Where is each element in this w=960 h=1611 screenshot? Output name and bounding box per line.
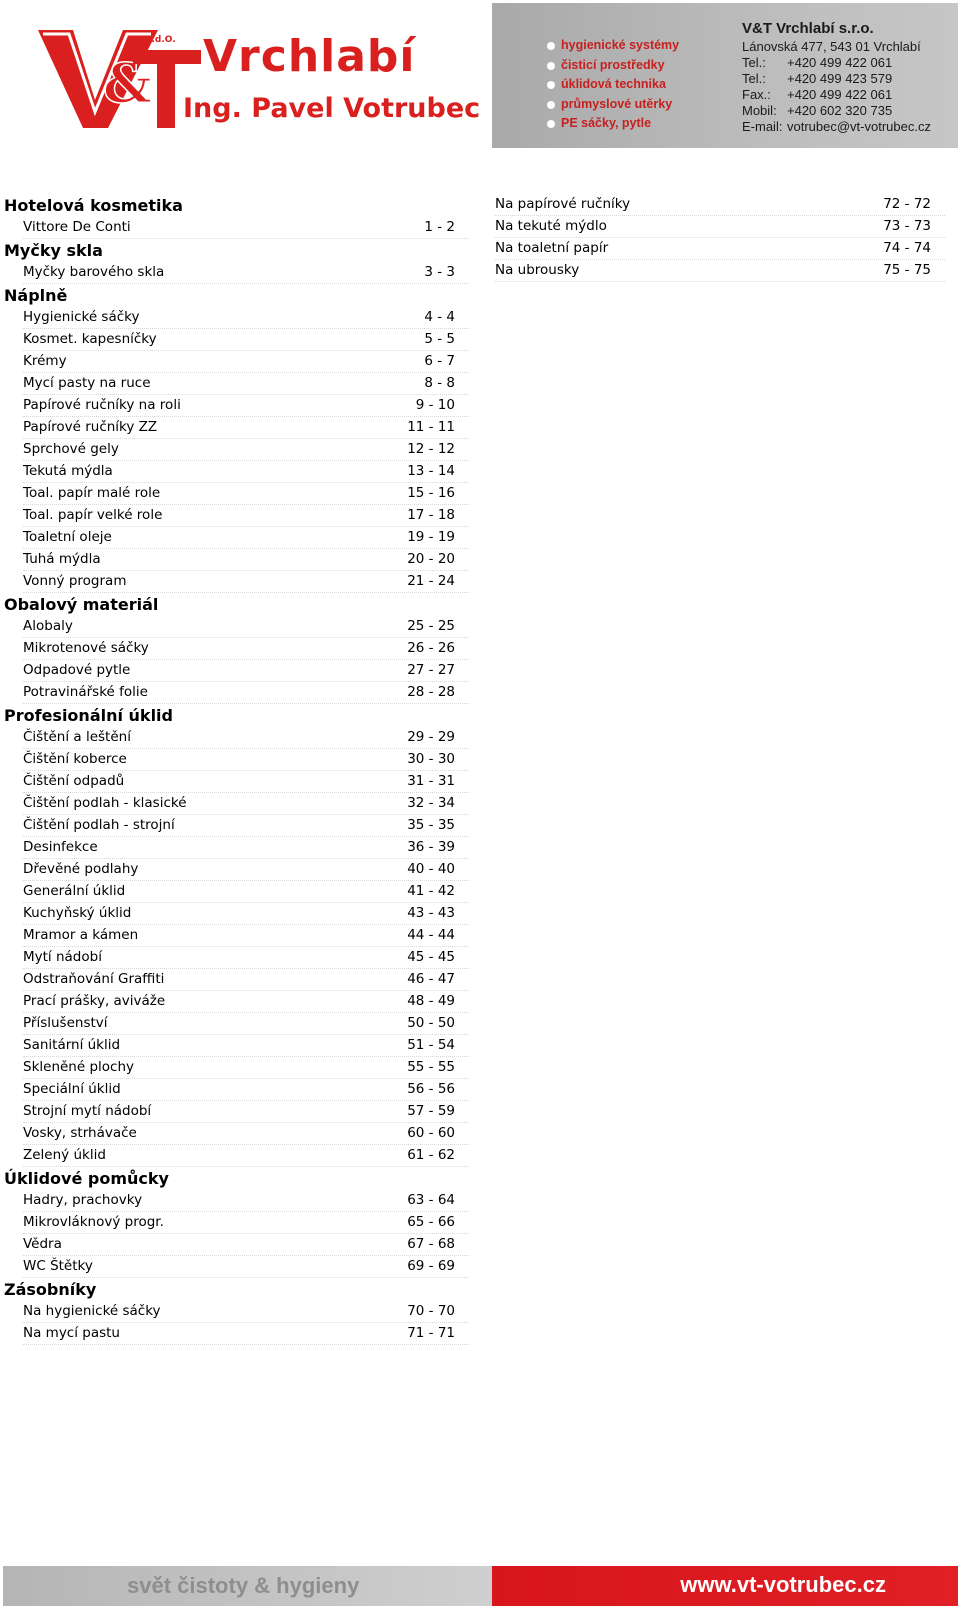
- service-item: průmyslové utěrky: [547, 95, 679, 115]
- entry-page-range: 61 - 62: [407, 1147, 455, 1163]
- entry-name: Toal. papír malé role: [23, 485, 161, 501]
- entry-page-range: 40 - 40: [407, 861, 455, 877]
- entry-name: Sprchové gely: [23, 441, 119, 457]
- entry-name: Na mycí pastu: [23, 1325, 120, 1341]
- entry-page-range: 6 - 7: [424, 353, 455, 369]
- entry-name: Tuhá mýdla: [23, 551, 101, 567]
- contact-row: Fax.: +420 499 422 061: [742, 87, 893, 102]
- entry-page-range: 13 - 14: [407, 463, 455, 479]
- index-entry[interactable]: [23, 727, 469, 749]
- entry-page-range: 20 - 20: [407, 551, 455, 567]
- company-name: V&T Vrchlabí s.r.o.: [742, 20, 874, 37]
- entry-name: Toal. papír velké role: [23, 507, 163, 523]
- index-entry[interactable]: [495, 194, 945, 216]
- entry-name: Prací prášky, aviváže: [23, 993, 166, 1009]
- entry-page-range: 4 - 4: [424, 309, 455, 325]
- entry-page-range: 43 - 43: [407, 905, 455, 921]
- entry-name: Tekutá mýdla: [23, 463, 113, 479]
- entry-name: Na tekuté mýdlo: [495, 218, 607, 234]
- index-entry[interactable]: [495, 238, 945, 260]
- index-entry[interactable]: [23, 969, 469, 991]
- entry-name: Čištění a leštění: [23, 729, 131, 745]
- entry-page-range: 55 - 55: [407, 1059, 455, 1075]
- category-heading: Hotelová kosmetika: [4, 196, 183, 215]
- entry-name: Krémy: [23, 353, 67, 369]
- entry-name: Skleněné plochy: [23, 1059, 135, 1075]
- entry-page-range: 8 - 8: [424, 375, 455, 391]
- entry-name: Mikrotenové sáčky: [23, 640, 149, 656]
- entry-page-range: 11 - 11: [407, 419, 455, 435]
- entry-name: Zelený úklid: [23, 1147, 106, 1163]
- entry-page-range: 60 - 60: [407, 1125, 455, 1141]
- entry-page-range: 45 - 45: [407, 949, 455, 965]
- index-entry[interactable]: [23, 439, 469, 461]
- bullet-icon: [547, 81, 555, 89]
- category-heading: Náplně: [4, 286, 68, 305]
- category-heading: Myčky skla: [4, 241, 103, 260]
- index-column-right: [495, 194, 945, 282]
- bullet-icon: [547, 101, 555, 109]
- index-entry[interactable]: [23, 837, 469, 859]
- index-entry[interactable]: [495, 260, 945, 282]
- entry-page-range: 27 - 27: [407, 662, 455, 678]
- entry-page-range: 28 - 28: [407, 684, 455, 700]
- entry-name: Toaletní oleje: [23, 529, 112, 545]
- index-entry[interactable]: [23, 373, 469, 395]
- index-entry[interactable]: [23, 1145, 469, 1167]
- service-item: úklidová technika: [547, 75, 679, 95]
- service-item: čisticí prostředky: [547, 56, 679, 76]
- entry-page-range: 29 - 29: [407, 729, 455, 745]
- entry-page-range: 74 - 74: [883, 240, 931, 256]
- entry-name: Na toaletní papír: [495, 240, 609, 256]
- entry-name: Mycí pasty na ruce: [23, 375, 151, 391]
- entry-page-range: 69 - 69: [407, 1258, 455, 1274]
- index-entry[interactable]: [23, 1123, 469, 1145]
- entry-page-range: 30 - 30: [407, 751, 455, 767]
- entry-page-range: 9 - 10: [415, 397, 455, 413]
- entry-name: Na papírové ručníky: [495, 196, 631, 212]
- entry-page-range: 50 - 50: [407, 1015, 455, 1031]
- index-entry[interactable]: [23, 991, 469, 1013]
- entry-name: Dřevěné podlahy: [23, 861, 139, 877]
- contact-row: Tel.: +420 499 423 579: [742, 71, 893, 86]
- index-entry[interactable]: [23, 549, 469, 571]
- entry-page-range: 1 - 2: [424, 219, 455, 235]
- logo-small-text: S.d.O.: [145, 35, 176, 45]
- entry-page-range: 51 - 54: [407, 1037, 455, 1053]
- entry-page-range: 15 - 16: [407, 485, 455, 501]
- footer-slogan: svět čistoty & hygieny: [127, 1573, 360, 1598]
- entry-page-range: 31 - 31: [407, 773, 455, 789]
- entry-page-range: 71 - 71: [407, 1325, 455, 1341]
- index-entry[interactable]: [23, 1101, 469, 1123]
- index-entry[interactable]: [23, 1256, 469, 1278]
- entry-name: Vittore De Conti: [23, 219, 131, 235]
- index-entry[interactable]: [23, 638, 469, 660]
- entry-page-range: 73 - 73: [883, 218, 931, 234]
- bullet-icon: [547, 120, 555, 128]
- entry-name: Papírové ručníky ZZ: [23, 419, 158, 435]
- index-entry[interactable]: [23, 395, 469, 417]
- entry-name: Myčky barového skla: [23, 264, 165, 280]
- index-entry[interactable]: [23, 461, 469, 483]
- entry-page-range: 26 - 26: [407, 640, 455, 656]
- entry-name: Papírové ručníky na roli: [23, 397, 181, 413]
- email-link[interactable]: votrubec@vt-votrubec.cz: [787, 119, 931, 134]
- entry-name: Vonný program: [23, 573, 127, 589]
- index-entry[interactable]: [23, 749, 469, 771]
- contact-row: Tel.: +420 499 422 061: [742, 55, 893, 70]
- index-entry[interactable]: [23, 1013, 469, 1035]
- entry-page-range: 41 - 42: [407, 883, 455, 899]
- index-entry[interactable]: [23, 307, 469, 329]
- entry-page-range: 63 - 64: [407, 1192, 455, 1208]
- entry-name: Vědra: [23, 1236, 62, 1252]
- entry-name: Čištění podlah - strojní: [23, 817, 175, 833]
- entry-page-range: 48 - 49: [407, 993, 455, 1009]
- service-item: PE sáčky, pytle: [547, 114, 679, 134]
- entry-name: Kuchyňský úklid: [23, 905, 132, 921]
- vt-logo-mark: [33, 20, 203, 132]
- entry-name: Speciální úklid: [23, 1081, 121, 1097]
- entry-name: Mytí nádobí: [23, 949, 102, 965]
- entry-name: Hygienické sáčky: [23, 309, 140, 325]
- index-entry[interactable]: [23, 859, 469, 881]
- contact-row: Mobil: +420 602 320 735: [742, 103, 893, 118]
- index-entry[interactable]: [23, 1057, 469, 1079]
- index-entry[interactable]: [23, 329, 469, 351]
- entry-name: Mramor a kámen: [23, 927, 139, 943]
- index-entry[interactable]: [23, 815, 469, 837]
- index-entry[interactable]: [23, 351, 469, 373]
- category-heading: Obalový materiál: [4, 595, 159, 614]
- company-logo: [3, 3, 492, 148]
- index-entry[interactable]: [23, 1301, 469, 1323]
- entry-name: Generální úklid: [23, 883, 126, 899]
- entry-name: Mikrovláknový progr.: [23, 1214, 164, 1230]
- index-entry[interactable]: [23, 571, 469, 593]
- bullet-icon: [547, 42, 555, 50]
- index-entry[interactable]: [23, 1234, 469, 1256]
- entry-name: Alobaly: [23, 618, 73, 634]
- entry-name: Odstraňování Graffiti: [23, 971, 165, 987]
- entry-page-range: 5 - 5: [424, 331, 455, 347]
- footer-web-band: [492, 1566, 958, 1606]
- company-contact: [742, 19, 931, 135]
- index-entry[interactable]: [495, 216, 945, 238]
- header-info-panel: [492, 3, 958, 148]
- index-entry[interactable]: [23, 1323, 469, 1345]
- entry-page-range: 12 - 12: [407, 441, 455, 457]
- entry-page-range: 36 - 39: [407, 839, 455, 855]
- bullet-icon: [547, 62, 555, 70]
- index-entry[interactable]: [23, 660, 469, 682]
- entry-page-range: 17 - 18: [407, 507, 455, 523]
- entry-page-range: 25 - 25: [407, 618, 455, 634]
- entry-name: Příslušenství: [23, 1015, 108, 1031]
- entry-page-range: 35 - 35: [407, 817, 455, 833]
- index-entry[interactable]: [23, 925, 469, 947]
- index-entry[interactable]: [23, 217, 469, 239]
- index-entry[interactable]: [23, 483, 469, 505]
- entry-page-range: 57 - 59: [407, 1103, 455, 1119]
- index-entry[interactable]: [23, 1212, 469, 1234]
- category-heading: Zásobníky: [4, 1280, 97, 1299]
- index-entry[interactable]: [23, 793, 469, 815]
- index-column-left: [4, 194, 469, 1345]
- index-entry[interactable]: [23, 682, 469, 704]
- entry-name: Strojní mytí nádobí: [23, 1103, 152, 1119]
- contact-row: E-mail: votrubec@vt-votrubec.cz: [742, 119, 931, 134]
- logo-person: Ing. Pavel Votrubec: [183, 93, 481, 124]
- entry-page-range: 3 - 3: [424, 264, 455, 280]
- index-entry[interactable]: [23, 881, 469, 903]
- logo-name: Vrchlabí: [203, 31, 416, 82]
- index-entry[interactable]: [23, 262, 469, 284]
- entry-name: Vosky, strhávače: [23, 1125, 137, 1141]
- index-entry[interactable]: [23, 505, 469, 527]
- entry-page-range: 19 - 19: [407, 529, 455, 545]
- entry-name: Čištění odpadů: [23, 773, 125, 789]
- svg-text:&: &: [103, 51, 152, 115]
- entry-page-range: 32 - 34: [407, 795, 455, 811]
- index-entry[interactable]: [23, 1079, 469, 1101]
- category-heading: Profesionální úklid: [4, 706, 173, 725]
- entry-page-range: 72 - 72: [883, 196, 931, 212]
- index-entry[interactable]: [23, 417, 469, 439]
- entry-page-range: 44 - 44: [407, 927, 455, 943]
- entry-page-range: 70 - 70: [407, 1303, 455, 1319]
- entry-page-range: 56 - 56: [407, 1081, 455, 1097]
- index-entry[interactable]: [23, 1035, 469, 1057]
- index-entry[interactable]: [23, 947, 469, 969]
- entry-name: Potravinářské folie: [23, 684, 148, 700]
- entry-name: Desinfekce: [23, 839, 98, 855]
- entry-name: Odpadové pytle: [23, 662, 131, 678]
- entry-name: Čištění koberce: [23, 751, 127, 767]
- footer-slogan-band: [3, 1566, 492, 1606]
- entry-name: WC Štětky: [23, 1258, 93, 1274]
- index-entry[interactable]: [23, 616, 469, 638]
- footer-website-link[interactable]: www.vt-votrubec.cz: [680, 1572, 886, 1597]
- entry-page-range: 21 - 24: [407, 573, 455, 589]
- entry-page-range: 46 - 47: [407, 971, 455, 987]
- entry-name: Kosmet. kapesníčky: [23, 331, 157, 347]
- entry-page-range: 67 - 68: [407, 1236, 455, 1252]
- entry-name: Na hygienické sáčky: [23, 1303, 161, 1319]
- index-entry[interactable]: [23, 527, 469, 549]
- entry-name: Sanitární úklid: [23, 1037, 121, 1053]
- index-entry[interactable]: [23, 771, 469, 793]
- company-address: Lánovská 477, 543 01 Vrchlabí: [742, 39, 921, 54]
- category-heading: Úklidové pomůcky: [4, 1169, 169, 1188]
- page-header: [3, 3, 958, 148]
- entry-page-range: 75 - 75: [883, 262, 931, 278]
- index-entry[interactable]: [23, 1190, 469, 1212]
- index-entry[interactable]: [23, 903, 469, 925]
- entry-page-range: 65 - 66: [407, 1214, 455, 1230]
- services-list: [547, 36, 679, 134]
- page-footer: [3, 1566, 958, 1606]
- entry-name: Na ubrousky: [495, 262, 580, 278]
- entry-name: Čištění podlah - klasické: [23, 795, 187, 811]
- service-item: hygienické systémy: [547, 36, 679, 56]
- entry-name: Hadry, prachovky: [23, 1192, 143, 1208]
